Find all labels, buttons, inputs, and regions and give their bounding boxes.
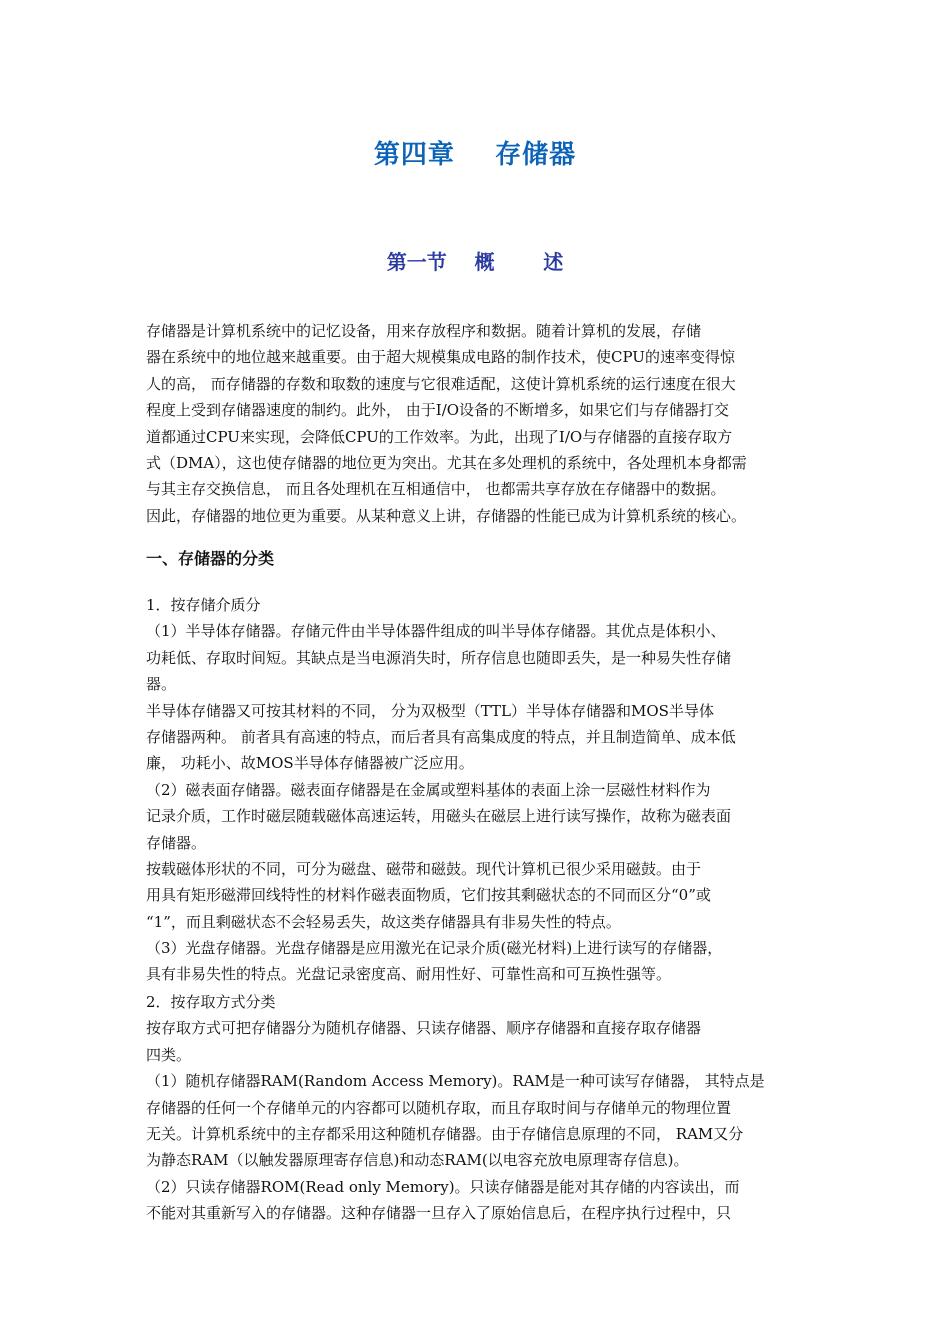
body-line: 半导体存储器又可按其材料的不同， 分为双极型（TTL）半导体存储器和MOS半导体 [146,701,714,720]
body-line: 廉， 功耗小、故MOS半导体存储器被广泛应用。 [146,754,474,773]
body-line: 2．按存取方式分类 [146,993,276,1011]
classification-by-medium [146,592,816,988]
body-line: 存储器两种。 前者具有高速的特点，而后者具有高集成度的特点，并且制造简单、成本低 [146,727,736,746]
section-title: 第一节 概 述 [386,250,564,274]
body-line: （3）光盘存储器。光盘存储器是应用激光在记录介质(磁光材料)上进行读写的存储器， [146,939,723,958]
body-line: 1．按存储介质分 [146,596,261,614]
body-line: （2）磁表面存储器。磁表面存储器是在金属或塑料基体的表面上涂一层磁性材料作为 [146,780,711,799]
body-line: （1）半导体存储器。存储元件由半导体器件组成的叫半导体存储器。其优点是体积小、 [146,622,726,641]
body-line: （1）随机存储器RAM(Random Access Memory)。RAM是一种可读写存储器， 其特点是 [146,1072,765,1091]
intro-line: 人的高， 而存储器的存数和取数的速度与它很难适配，这使计算机系统的运行速度在很大 [146,374,736,393]
intro-line: 器在系统中的地位越来越重要。由于超大规模集成电路的制作技术，使CPU的速率变得惊 [146,348,735,367]
body-line: 功耗低、存取时间短。其缺点是当电源消失时，所存信息也随即丢失，是一种易失性存储 [146,648,732,667]
intro-paragraph [146,318,816,529]
heading-classification: 一、存储器的分类 [146,549,275,568]
intro-line: 道都通过CPU来实现，会降低CPU的工作效率。为此，出现了I/O与存储器的直接存取方 [146,427,733,446]
body-line: 器。 [146,675,177,694]
body-line: 无关。计算机系统中的主存都采用这种随机存储器。由于存储信息原理的不同， RAM又分 [146,1124,744,1143]
body-line: 按存取方式可把存储器分为随机存储器、只读存储器、顺序存储器和直接存取存储器 [146,1019,702,1038]
body-line: 用具有矩形磁滞回线特性的材料作磁表面物质，它们按其剩磁状态的不同而区分“0”或 [146,886,711,905]
intro-line: 因此，存储器的地位更为重要。从某种意义上讲，存储器的性能已成为计算机系统的核心。 [146,506,747,525]
body-line: 存储器。 [146,833,207,852]
chapter-title: 第四章 存储器 [373,140,577,170]
intro-line: 与其主存交换信息， 而且各处理机在互相通信中， 也都需共享存放在存储器中的数据。 [146,480,726,499]
classification-by-access [146,989,816,1227]
body-line: “1”，而且剩磁状态不会轻易丢失，故这类存储器具有非易失性的特点。 [146,912,621,931]
body-line: 为静态RAM（以触发器原理寄存信息)和动态RAM(以电容充放电原理寄存信息)。 [146,1151,689,1170]
intro-line: 程度上受到存储器速度的制约。此外， 由于I/O设备的不断增多，如果它们与存储器打交 [146,401,730,420]
body-line: 存储器的任何一个存储单元的内容都可以随机存取，而且存取时间与存储单元的物理位置 [146,1098,732,1117]
intro-line: 式（DMA），这也使存储器的地位更为突出。尤其在多处理机的系统中，各处理机本身都需 [146,453,747,472]
intro-line: 存储器是计算机系统中的记忆设备，用来存放程序和数据。随着计算机的发展，存储 [146,322,702,340]
body-line: （2）只读存储器ROM(Read only Memory)。只读存储器是能对其存储的内容读出，而 [146,1177,740,1196]
body-line: 具有非易失性的特点。光盘记录密度高、耐用性好、可靠性高和可互换性强等。 [146,965,672,984]
body-line: 按载磁体形状的不同，可分为磁盘、磁带和磁鼓。现代计算机已很少采用磁鼓。由于 [146,859,702,878]
body-line: 四类。 [146,1045,192,1064]
body-line: 不能对其重新写入的存储器。这种存储器一旦存入了原始信息后，在程序执行过程中，只 [146,1204,732,1223]
body-line: 记录介质，工作时磁层随载磁体高速运转，用磁头在磁层上进行读写操作，故称为磁表面 [146,807,732,826]
